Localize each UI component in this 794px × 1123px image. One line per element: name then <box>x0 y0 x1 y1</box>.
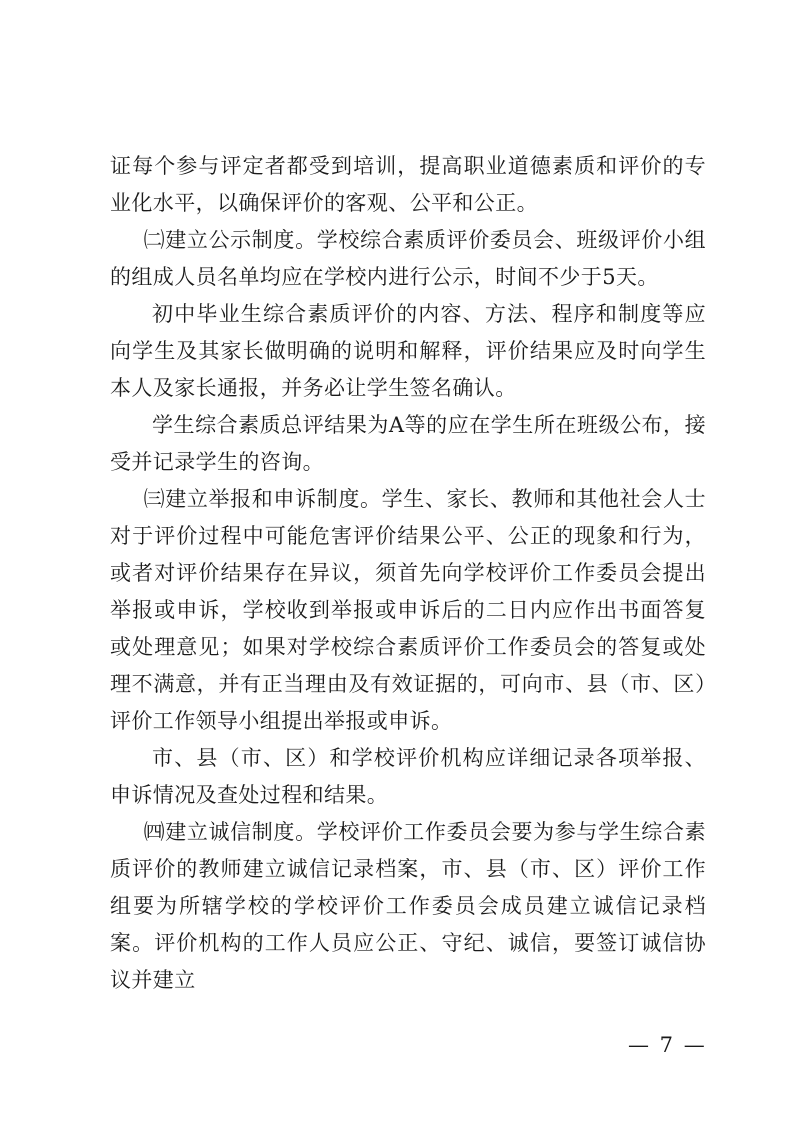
paragraph-evaluation-explanation: 初中毕业生综合素质评价的内容、方法、程序和制度等应向学生及其家长做明确的说明和解释，评价结果应及时向学生本人及家长通报，并务必让学生签名确认。 <box>110 302 706 400</box>
page-number: — 7 — <box>628 1033 707 1057</box>
paragraph-record-keeping: 市、县（市、区）和学校评价机构应详细记录各项举报、申诉情况及查处过程和结果。 <box>110 746 706 807</box>
paragraph-continuation: 证每个参与评定者都受到培训，提高职业道德素质和评价的专业化水平，以确保评价的客观、公平和公正。 <box>110 154 706 215</box>
paragraph-report-appeal-system: ㈢建立举报和申诉制度。学生、家长、教师和其他社会人士对于评价过程中可能危害评价结果公平、公正的现象和行为，或者对评价结果存在异议，须首先向学校评价工作委员会提出举报或申诉，学校收到举报或申诉后的二日内应作出书面答复或处理意见；如果对学校综合素质评价工作委员会的答复或处理不满意，并有正当理由及有效证据的，可向市、县（市、区）评价工作领导小组提出举报或申诉。 <box>110 487 706 733</box>
paragraph-grade-a-publication: 学生综合素质总评结果为A等的应在学生所在班级公布，接受并记录学生的咨询。 <box>110 413 706 474</box>
paragraph-integrity-system: ㈣建立诚信制度。学校评价工作委员会要为参与学生综合素质评价的教师建立诚信记录档案，市、县（市、区）评价工作组要为所辖学校的学校评价工作委员会成员建立诚信记录档案。评价机构的工作人员应公正、守纪、诚信，要签订诚信协议并建立 <box>110 820 706 992</box>
paragraph-publicity-system: ㈡建立公示制度。学校综合素质评价委员会、班级评价小组的组成人员名单均应在学校内进行公示，时间不少于5天。 <box>110 228 706 289</box>
document-body <box>110 148 706 999</box>
